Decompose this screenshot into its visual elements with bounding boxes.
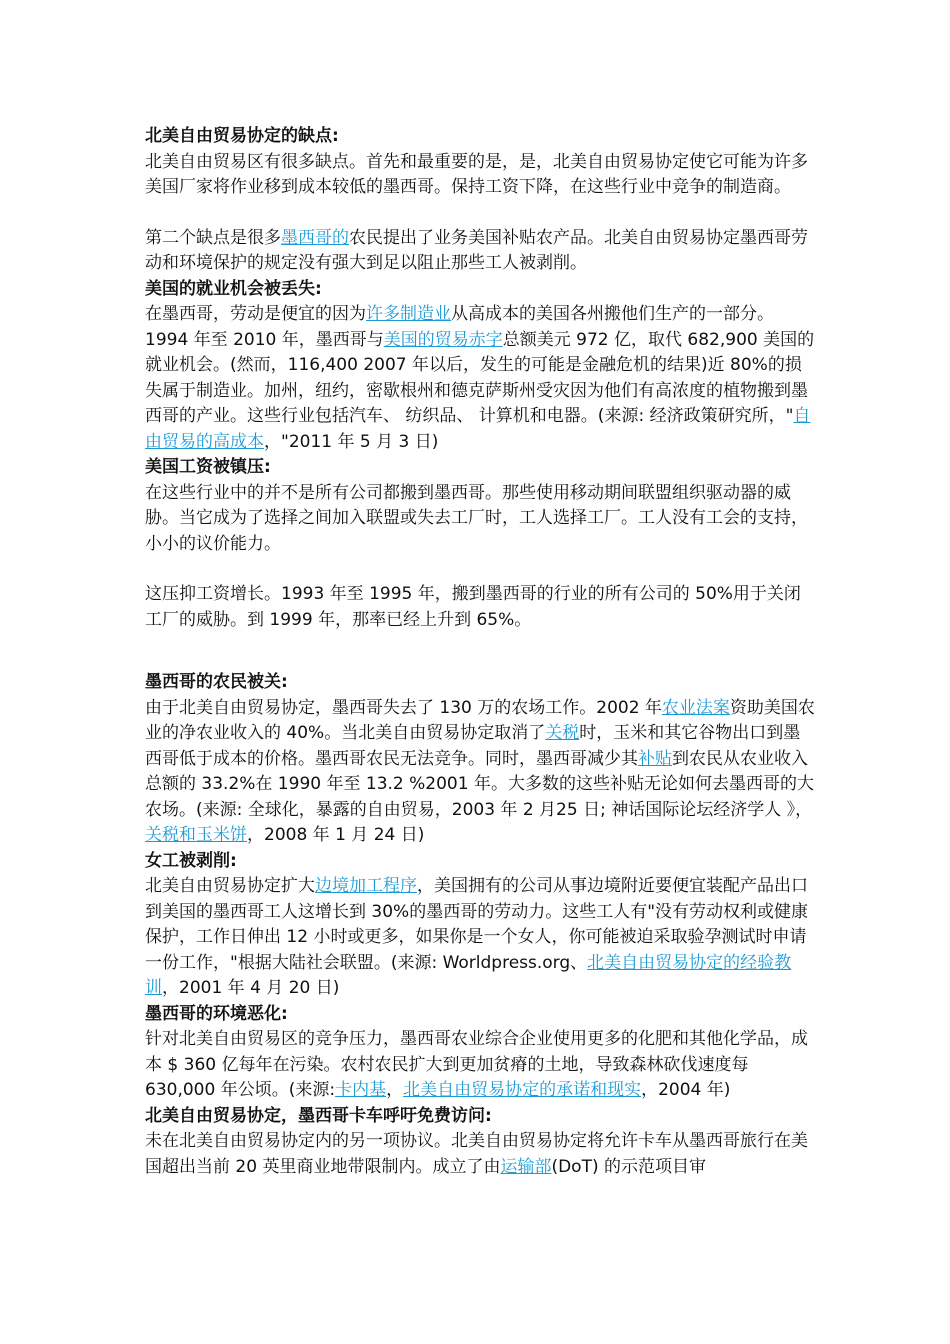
- text-run: ，2001 年 4 月 20 日): [162, 978, 340, 998]
- section-heading: 墨西哥的农民被关:: [145, 672, 288, 692]
- text-run: 未在北美自由贸易协定内的另一项协议。北美自由贸易协定将允许卡车从墨西哥旅行在美国超出当前 20 英里商业地带限制内。成立了由: [145, 1131, 808, 1177]
- text-run: 时，玉米和其它谷物出口到墨西哥低于成本的价格。墨西哥农民无法竞争。同时，墨西哥减少其: [145, 723, 801, 769]
- text-run: 到农民从农业收入总额的 33.2%在 1990 年至 13.2 %2001 年。大多数的这些补贴无论如何去墨西哥的大农场。(来源: 全球化，暴露的自由贸易，2003 年 2 月25 日; 神话国际论坛经济学人 》，: [145, 748, 814, 820]
- section-us-jobs-lost: [145, 277, 815, 456]
- section-heading: 北美自由贸易协定的缺点:: [145, 126, 339, 146]
- text-run: 从高成本的美国各州搬他们生产的一部分。1994 年至 2010 年，墨西哥与: [145, 304, 774, 350]
- paragraph: [145, 226, 815, 277]
- text-run: ，: [386, 1080, 404, 1100]
- text-run: 这压抑工资增长。1993 年至 1995 年，搬到墨西哥的行业的所有公司的 50%用于关闭工厂的威胁。到 1999 年，那率已经上升到 65%。: [145, 584, 801, 630]
- link-mexico[interactable]: 墨西哥的: [281, 227, 349, 248]
- link-high-cost-free-trade[interactable]: 自由贸易的高成本: [145, 406, 811, 452]
- section-women-workers: [145, 849, 815, 1002]
- text-run: 北美自由贸易区有很多缺点。首先和最重要的是，是，北美自由贸易协定使它可能为许多美国厂家将作业移到成本较低的墨西哥。保持工资下降，在这些行业中竞争的制造商。: [145, 151, 808, 197]
- link-maquiladora-program[interactable]: 边境加工程序: [315, 876, 417, 896]
- text-run: 在墨西哥，劳动是便宜的因为: [145, 304, 366, 324]
- text-run: 由于北美自由贸易协定，墨西哥失去了 130 万的农场工作。2002 年: [145, 697, 662, 718]
- paragraph: [145, 1129, 815, 1180]
- section-mexican-trucks: [145, 1104, 815, 1181]
- text-run: ，美国拥有的公司从事边境附近要便宜装配产品出口到美国的墨西哥工人这增长到 30%的墨西哥的劳动力。这些工人有"没有劳动权利或健康保护，工作日伸出 12 小时或更多，如果你是一个女人，你可能被迫采取验孕测试时申请一份工作，"根据大陆社会联盟。(来源: Worldpress.org、: [145, 876, 809, 973]
- text-run: ，2004 年): [641, 1080, 731, 1100]
- text-run: ，2008 年 1 月 24 日): [247, 825, 425, 845]
- link-manufacturing[interactable]: 许多制造业: [366, 304, 451, 324]
- link-department-of-transportation[interactable]: 运输部: [500, 1156, 552, 1177]
- paragraph-gap: [145, 633, 815, 658]
- link-nafta-lessons[interactable]: 北美自由贸易协定的经验教训: [145, 952, 792, 998]
- section-mexican-farmers: [145, 670, 815, 849]
- paragraph: [145, 1027, 815, 1104]
- text-run: ，"2011 年 5 月 3 日): [264, 431, 439, 452]
- link-subsidies[interactable]: 补贴: [638, 748, 672, 769]
- section-disadvantages: [145, 124, 815, 277]
- link-farm-bill[interactable]: 农业法案: [661, 697, 730, 718]
- paragraph: [145, 302, 815, 455]
- paragraph-gap: [145, 658, 815, 670]
- text-run: 总额美元 972 亿，取代 682,900 美国的就业机会。(然而，116,400 2007 年以后，发生的可能是金融危机的结果)近 80%的损失属于制造业。加州，纽约，密歇根州和德克萨斯州受灾因为他们有高浓度的植物搬到墨西哥的产业。这些行业包括汽车、 纺织品、 计算机和电器。(来源: 经济政策研究所，": [145, 329, 815, 426]
- text-run: 农民提出了业务美国补贴农产品。北美自由贸易协定墨西哥劳动和环境保护的规定没有强大到足以阻止那些工人被剥削。: [145, 227, 808, 273]
- section-heading: 美国的就业机会被丢失:: [145, 278, 322, 299]
- paragraph-gap: [145, 557, 815, 582]
- paragraph: [145, 150, 815, 201]
- text-run: (DoT) 的示范项目审: [551, 1156, 706, 1177]
- paragraph: [145, 874, 815, 1002]
- text-run: 北美自由贸易协定扩大: [145, 876, 315, 896]
- section-heading: 女工被剥削:: [145, 850, 237, 871]
- text-run: 资助美国农业的净农业收入的 40%。当北美自由贸易协定取消了: [145, 697, 815, 743]
- section-heading: 北美自由贸易协定，墨西哥卡车呼吁免费访问:: [145, 1105, 492, 1126]
- paragraph: [145, 481, 815, 558]
- text-run: 第二个缺点是很多: [145, 227, 281, 248]
- link-carnegie[interactable]: 卡内基: [335, 1080, 387, 1100]
- section-environment: [145, 1002, 815, 1104]
- paragraph: [145, 582, 815, 633]
- paragraph-gap: [145, 201, 815, 226]
- section-heading: 美国工资被镇压:: [145, 457, 271, 477]
- section-heading: 墨西哥的环境恶化:: [145, 1003, 288, 1024]
- link-tariffs-tortillas[interactable]: 关税和玉米饼: [145, 825, 247, 845]
- section-us-wages-suppressed: [145, 455, 815, 670]
- link-trade-deficit[interactable]: 美国的贸易赤字: [383, 329, 503, 350]
- text-run: 在这些行业中的并不是所有公司都搬到墨西哥。那些使用移动期间联盟组织驱动器的威胁。当它成为了选择之间加入联盟或失去工厂时，工人选择工厂。工人没有工会的支持，小小的议价能力。: [145, 482, 808, 554]
- document-page: [145, 124, 815, 1180]
- link-tariffs[interactable]: 关税: [545, 723, 580, 743]
- text-run: 针对北美自由贸易区的竞争压力，墨西哥农业综合企业使用更多的化肥和其他化学品，成本 $ 360 亿每年在污染。农村农民扩大到更加贫瘠的土地，导致森林砍伐速度每 630,000 年公顷。(来源:: [145, 1029, 808, 1100]
- paragraph: [145, 696, 815, 849]
- link-nafta-promise-reality[interactable]: 北美自由贸易协定的承诺和现实: [403, 1080, 642, 1100]
